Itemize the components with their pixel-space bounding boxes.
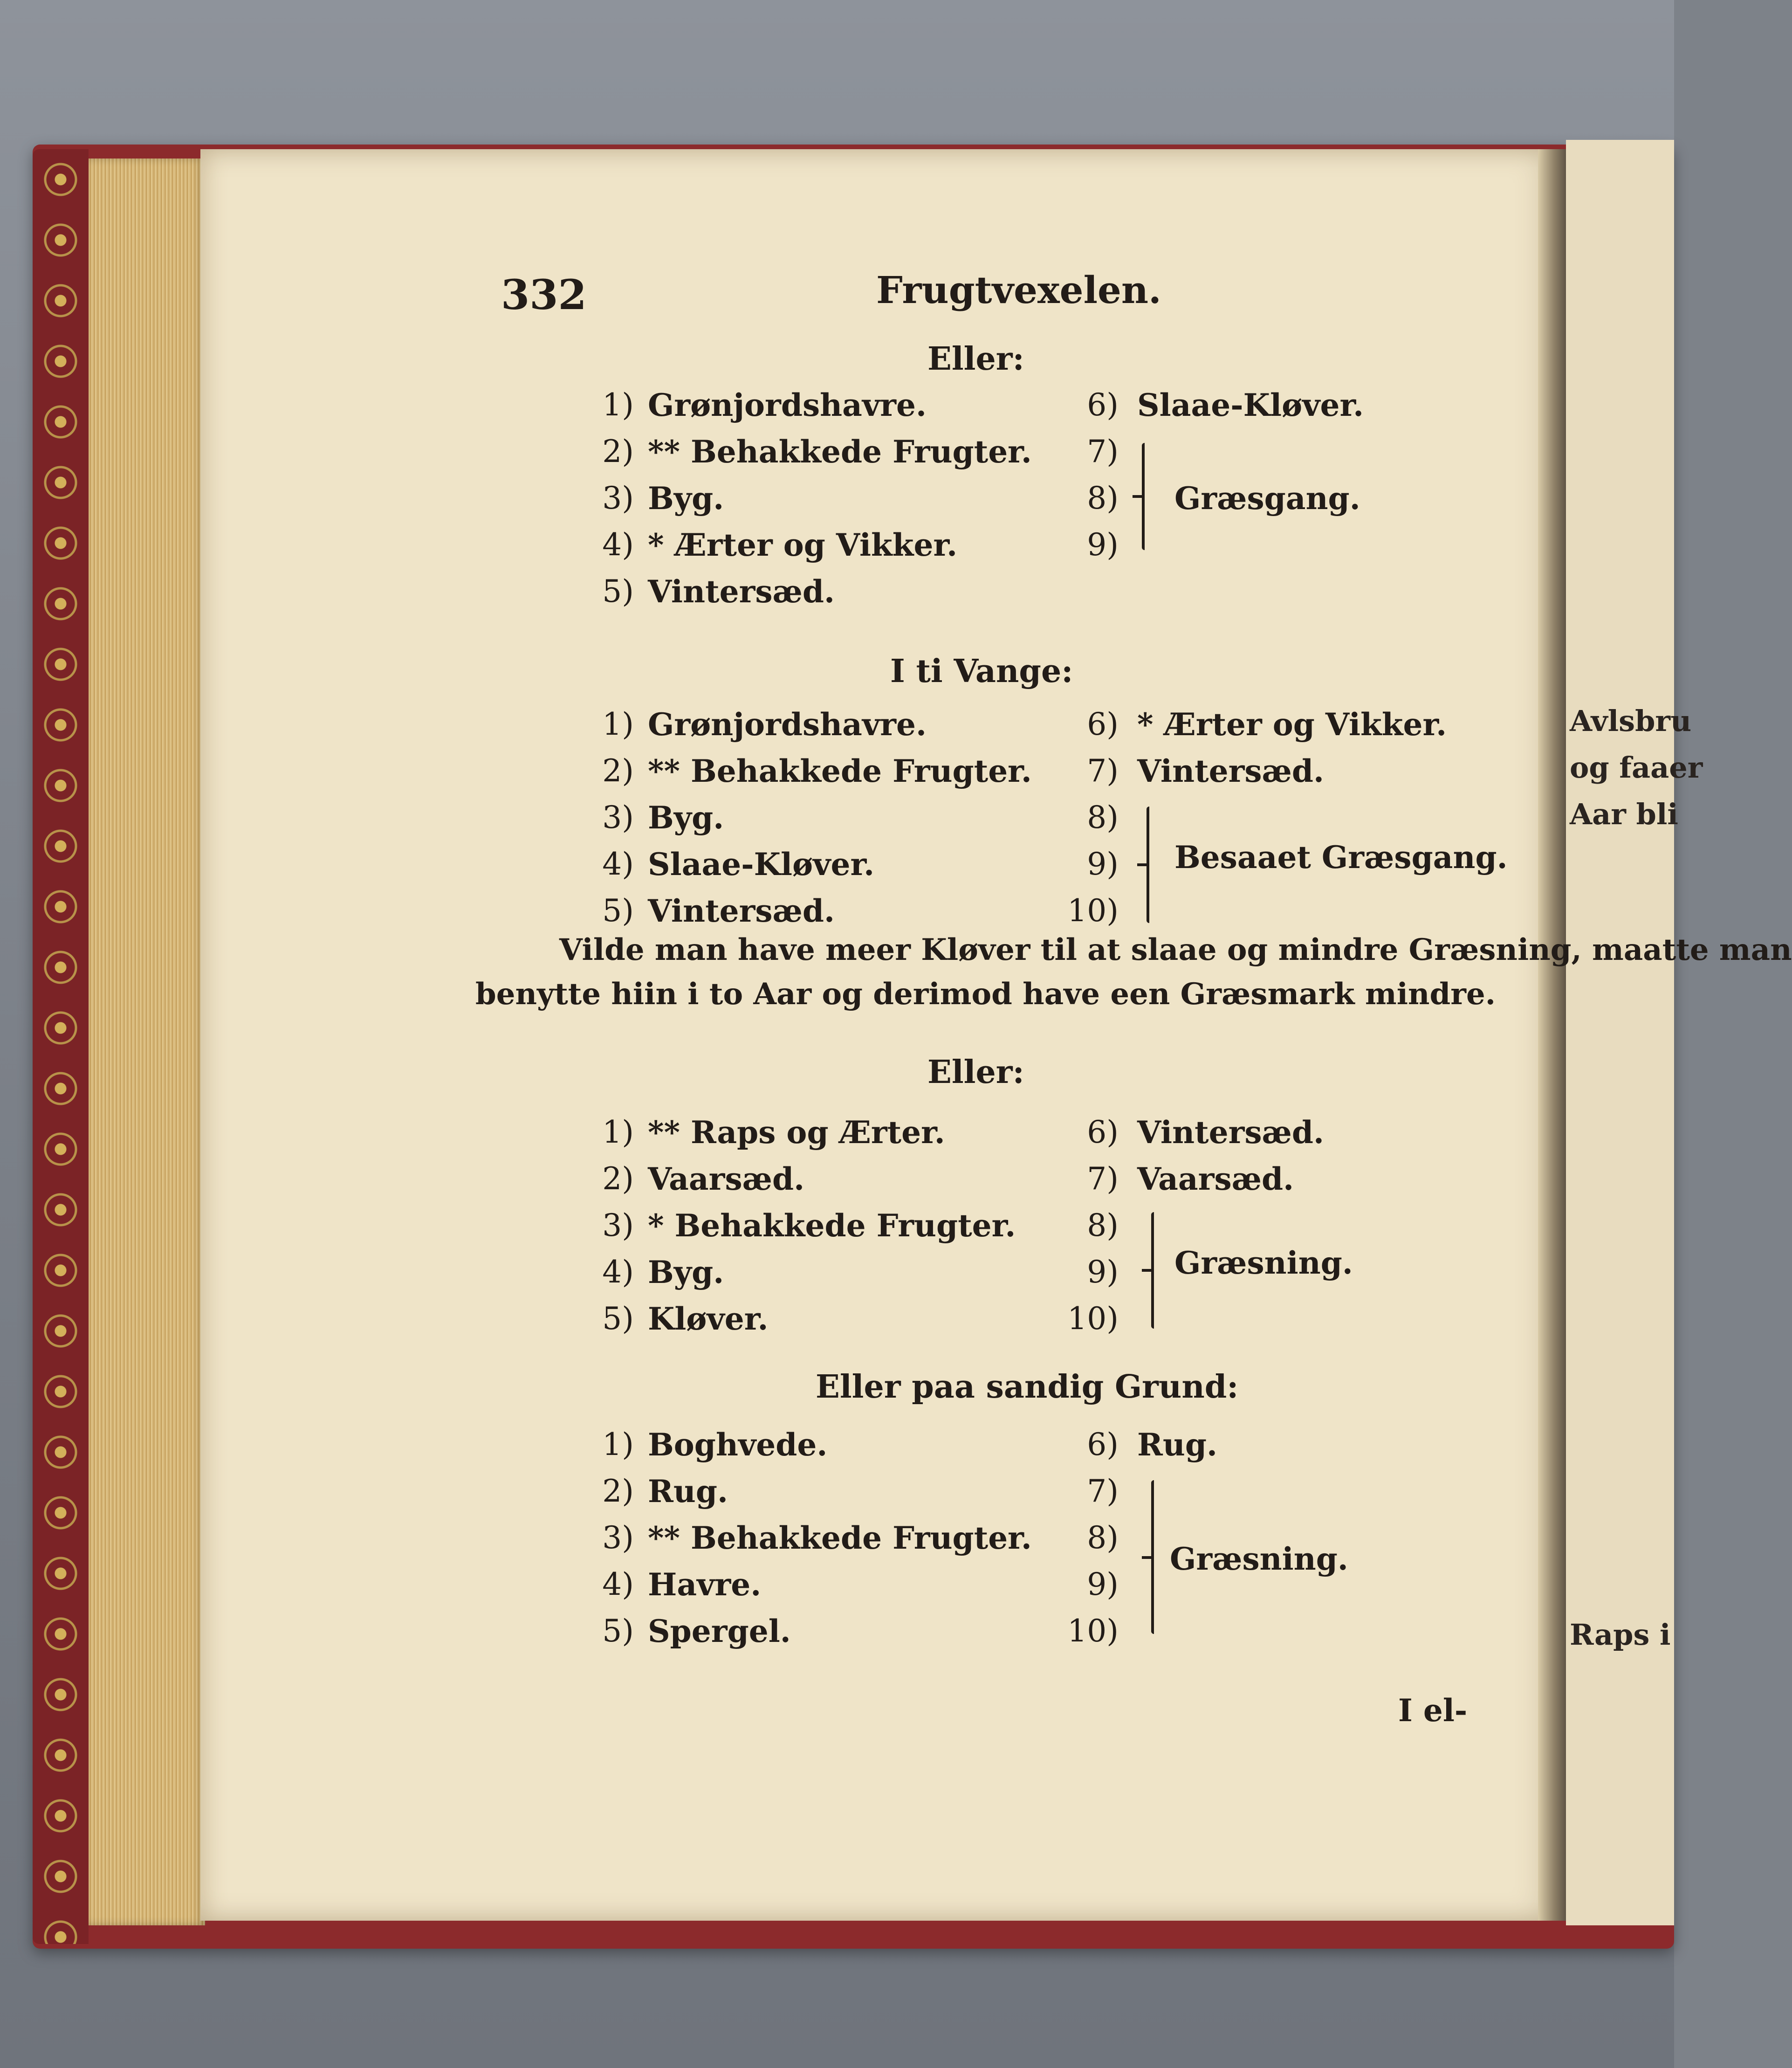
list-item: Byg. xyxy=(648,800,724,836)
item-number: 6) xyxy=(1087,706,1119,742)
list-item: Slaae-Kløver. xyxy=(648,846,875,882)
item-number: 4) xyxy=(602,1254,634,1290)
facing-page-fragment: Raps i xyxy=(1570,1618,1671,1652)
item-number: 3) xyxy=(602,1520,634,1556)
item-number: 6) xyxy=(1087,1114,1119,1150)
item-number: 1) xyxy=(602,706,634,742)
item-number: 8) xyxy=(1087,1207,1119,1243)
brace-label: Græsning. xyxy=(1170,1541,1348,1577)
facing-page-fragment: Aar bli xyxy=(1570,797,1678,831)
list-item: Spergel. xyxy=(648,1613,791,1649)
paragraph-line: Vilde man have meer Kløver til at slaae og mindre Græsning, maatte man xyxy=(559,932,1792,967)
list-item: Byg. xyxy=(648,1254,724,1290)
list-item: * Ærter og Vikker. xyxy=(1137,706,1447,743)
item-number: 4) xyxy=(602,1566,634,1602)
running-title: Frugtvexelen. xyxy=(876,268,1161,312)
list-item: Byg. xyxy=(648,480,724,517)
item-number: 3) xyxy=(602,1207,634,1243)
item-number: 6) xyxy=(1087,387,1119,423)
decorated-spine-border xyxy=(33,149,89,1944)
list-item: Vaarsæd. xyxy=(1137,1161,1294,1197)
item-number: 8) xyxy=(1087,480,1119,516)
list-item: * Behakkede Frugter. xyxy=(648,1207,1016,1244)
list-item: Grønjordshavre. xyxy=(648,706,927,743)
item-number: 1) xyxy=(602,1427,634,1462)
brace-tip xyxy=(1133,495,1145,498)
list-item: ** Behakkede Frugter. xyxy=(648,1520,1032,1556)
item-number: 2) xyxy=(602,1161,634,1197)
list-item: Slaae-Kløver. xyxy=(1137,387,1364,423)
item-number: 3) xyxy=(602,800,634,835)
paragraph-line: benytte hiin i to Aar og derimod have een Græsmark mindre. xyxy=(475,977,1496,1012)
item-number: 1) xyxy=(602,387,634,423)
facing-page-fragment: og faaer xyxy=(1570,751,1703,785)
item-number: 7) xyxy=(1087,753,1119,789)
brace-tip xyxy=(1137,863,1149,866)
brace-tip xyxy=(1142,1269,1154,1272)
item-number: 4) xyxy=(602,527,634,563)
item-number: 5) xyxy=(602,1613,634,1649)
list-item: Grønjordshavre. xyxy=(648,387,927,423)
catchword: I el- xyxy=(1398,1692,1468,1729)
facing-page-fragment: Avlsbru xyxy=(1570,704,1692,738)
item-number: 3) xyxy=(602,480,634,516)
brace-label: Græsning. xyxy=(1174,1245,1353,1281)
list-item: Rug. xyxy=(1137,1427,1217,1463)
item-number: 6) xyxy=(1087,1427,1119,1462)
list-item: Rug. xyxy=(648,1473,728,1510)
list-item: Havre. xyxy=(648,1566,762,1603)
item-number: 10) xyxy=(1067,1613,1119,1649)
item-number: 1) xyxy=(602,1114,634,1150)
brace-label: Besaaet Græsgang. xyxy=(1174,839,1508,875)
list-item: * Ærter og Vikker. xyxy=(648,527,958,563)
list-item: Vintersæd. xyxy=(648,893,835,929)
list-item: Vintersæd. xyxy=(1137,753,1324,789)
page-number: 332 xyxy=(501,270,587,319)
brace-label: Græsgang. xyxy=(1174,480,1360,517)
item-number: 5) xyxy=(602,893,634,929)
list-item: Vintersæd. xyxy=(1137,1114,1324,1151)
item-number: 9) xyxy=(1087,1566,1119,1602)
list-item: ** Behakkede Frugter. xyxy=(648,434,1032,470)
list-item: Vintersæd. xyxy=(648,573,835,610)
item-number: 5) xyxy=(602,573,634,609)
item-number: 5) xyxy=(602,1301,634,1337)
item-number: 9) xyxy=(1087,846,1119,882)
item-number: 7) xyxy=(1087,1473,1119,1509)
list-item: Vaarsæd. xyxy=(648,1161,805,1197)
list-item: Kløver. xyxy=(648,1301,769,1337)
item-number: 2) xyxy=(602,1473,634,1509)
section-heading: I ti Vange: xyxy=(890,653,1073,690)
item-number: 9) xyxy=(1087,527,1119,563)
item-number: 10) xyxy=(1067,1301,1119,1337)
section-heading: Eller paa sandig Grund: xyxy=(816,1368,1239,1406)
page-edges xyxy=(89,159,205,1925)
item-number: 7) xyxy=(1087,434,1119,469)
item-number: 2) xyxy=(602,753,634,789)
brace-tip xyxy=(1142,1556,1154,1559)
list-item: ** Behakkede Frugter. xyxy=(648,753,1032,789)
list-item: ** Raps og Ærter. xyxy=(648,1114,945,1151)
list-item: Boghvede. xyxy=(648,1427,828,1463)
item-number: 8) xyxy=(1087,800,1119,835)
facing-page xyxy=(1566,140,1703,1925)
item-number: 7) xyxy=(1087,1161,1119,1197)
page-gutter xyxy=(1538,149,1566,1921)
item-number: 8) xyxy=(1087,1520,1119,1556)
section-heading: Eller: xyxy=(927,340,1024,378)
item-number: 4) xyxy=(602,846,634,882)
item-number: 2) xyxy=(602,434,634,469)
item-number: 10) xyxy=(1067,893,1119,929)
item-number: 9) xyxy=(1087,1254,1119,1290)
section-heading: Eller: xyxy=(927,1054,1024,1091)
